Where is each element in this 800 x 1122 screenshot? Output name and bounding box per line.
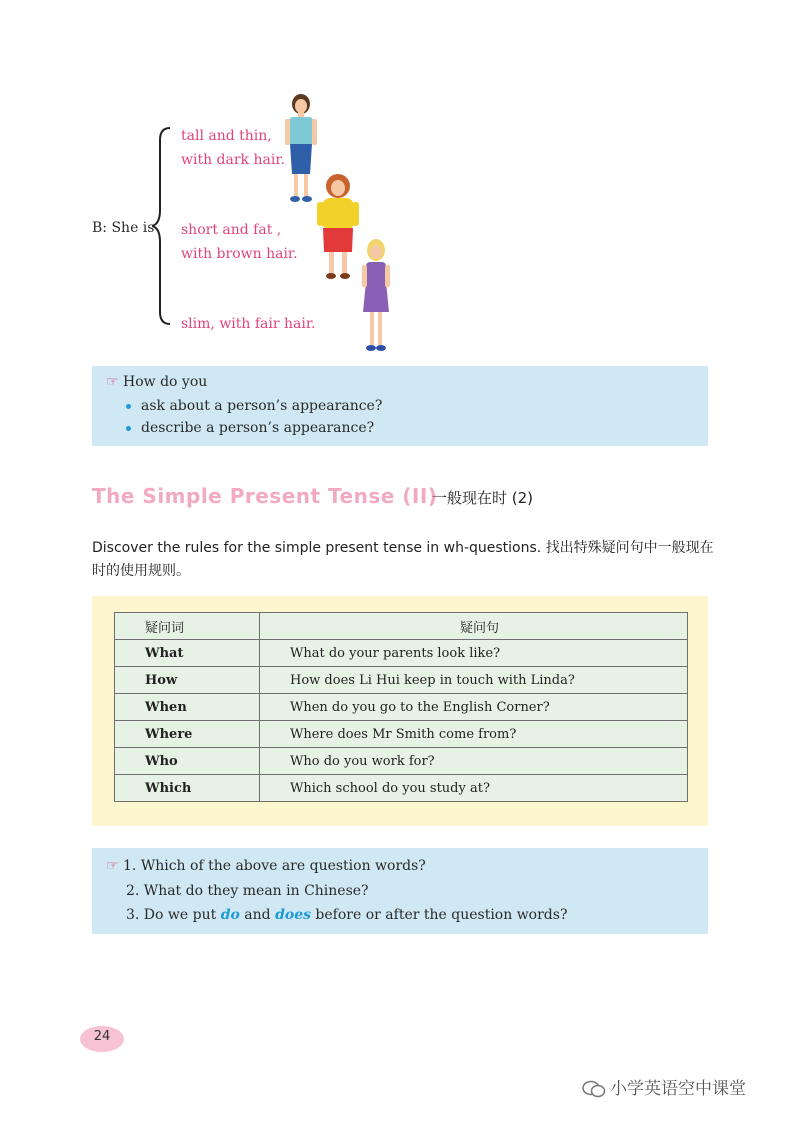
question-sentence-cell: When do you go to the English Corner? [260,694,688,721]
tip-bullet-1-text: ask about a person’s appearance? [141,398,383,414]
page-number: 24 [80,1026,124,1052]
table-row [115,694,688,721]
table-row [115,721,688,748]
tip-box-appearance [92,366,708,446]
table-row [115,667,688,694]
header-question-word: 疑问词 [115,613,260,640]
description-1-line-2: with dark hair. [181,152,285,168]
question-3-prefix: 3. Do we put [126,907,221,923]
slim-woman-illustration [356,238,396,356]
description-3 [181,312,315,336]
emphasis-do: do [220,907,240,923]
tip-bullet-1 [126,398,382,414]
description-1 [181,124,285,172]
section-subtitle: 一般现在时 (2) [432,489,534,507]
question-sentence-cell: Who do you work for? [260,748,688,775]
description-2-line-1: short and fat , [181,222,282,238]
tip-bullet-2-text: describe a person’s appearance? [141,420,375,436]
question-words-table [114,612,688,802]
question-3-and: and [239,907,276,923]
question-word-cell: Which [115,775,260,802]
pointing-hand-icon: ☞ [106,858,119,874]
question-1 [106,858,426,874]
curly-brace [152,126,174,326]
watermark [582,1074,746,1099]
short-fat-woman-illustration [314,172,362,284]
description-2 [181,218,298,266]
question-3-suffix: before or after the question words? [310,907,568,923]
table-header-row [115,613,688,640]
chat-bubble-icon [582,1080,606,1098]
question-word-cell: Who [115,748,260,775]
table-row [115,748,688,775]
speaker-line: B: She is [92,220,155,236]
question-word-cell: Where [115,721,260,748]
tip-lead-line [106,374,207,390]
section-title: The Simple Present Tense (II) [92,484,438,508]
question-sentence-cell: Which school do you study at? [260,775,688,802]
description-3-line-1: slim, with fair hair. [181,316,316,332]
table-row [115,640,688,667]
tip-lead-text: How do you [123,374,208,390]
question-sentence-cell: What do your parents look like? [260,640,688,667]
header-question-sentence: 疑问句 [260,613,688,640]
intro-paragraph: Discover the rules for the simple present tense in wh-questions. 找出特殊疑问句中一般现在时的使用规则。 [92,540,714,579]
question-word-cell: How [115,667,260,694]
emphasis-does: does [275,907,311,923]
bullet-icon [126,404,131,409]
question-word-cell: What [115,640,260,667]
bullet-icon [126,426,131,431]
question-sentence-cell: Where does Mr Smith come from? [260,721,688,748]
description-2-line-2: with brown hair. [181,246,298,262]
description-1-line-1: tall and thin, [181,128,272,144]
question-word-cell: When [115,694,260,721]
tip-bullet-2 [126,420,374,436]
watermark-text: 小学英语空中课堂 [610,1079,746,1099]
question-3 [126,907,567,923]
question-sentence-cell: How does Li Hui keep in touch with Linda? [260,667,688,694]
table-row [115,775,688,802]
question-1-text: 1. Which of the above are question words? [123,858,426,874]
question-2: 2. What do they mean in Chinese? [126,883,369,899]
pointing-hand-icon: ☞ [106,374,119,390]
tip-box-questions [92,848,708,934]
